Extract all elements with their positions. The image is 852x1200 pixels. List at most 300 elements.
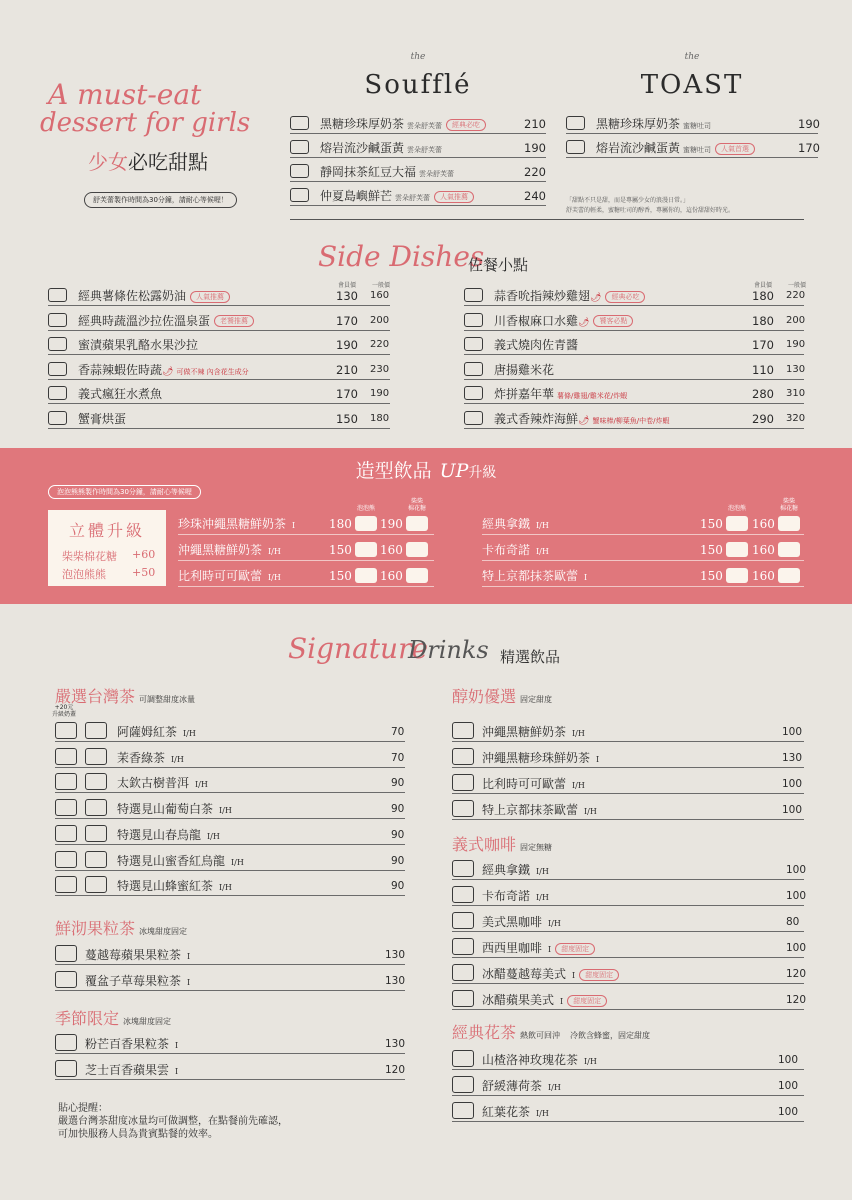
checkbox[interactable] <box>566 116 585 130</box>
checkbox[interactable] <box>290 140 309 154</box>
checkbox[interactable] <box>452 1076 474 1093</box>
checkbox[interactable] <box>290 164 309 178</box>
item-name <box>78 409 126 429</box>
item-price: 190 <box>524 141 546 155</box>
drink-item[interactable] <box>452 860 807 880</box>
item-name <box>482 748 599 770</box>
menu-item[interactable] <box>566 114 818 134</box>
upgrade-drink[interactable] <box>482 513 804 535</box>
col-bear: 泡泡熊 <box>356 505 375 512</box>
item-title: 特選見山蜜香紅烏龍 <box>117 853 226 868</box>
price-bear: 150 <box>700 543 723 557</box>
item-name <box>494 360 554 380</box>
upgrade-drink[interactable] <box>178 565 434 587</box>
checkbox[interactable] <box>55 748 77 765</box>
item-name <box>85 945 190 967</box>
item-size: I <box>584 573 588 582</box>
side-item[interactable] <box>48 384 390 404</box>
upgrade-title: 立體升級 <box>68 521 145 540</box>
item-price: 120 <box>385 1064 406 1076</box>
item-size: I/H <box>536 1109 549 1118</box>
checkbox[interactable] <box>55 971 77 988</box>
item-title: 特選見山蜂蜜紅茶 <box>117 879 214 894</box>
item-name <box>482 1076 561 1098</box>
checkbox[interactable] <box>452 1050 474 1067</box>
item-title: 蟹膏烘蛋 <box>78 411 127 426</box>
cream-upgrade-note: +20元 升級奶蓋 <box>52 704 77 718</box>
upgrade-drink[interactable] <box>482 539 804 561</box>
price-member: 280 <box>752 387 774 401</box>
item-size: I <box>187 952 191 961</box>
checkbox[interactable] <box>464 313 483 327</box>
menu-item[interactable] <box>566 138 818 158</box>
item-note: 可做不辣 內含花生成分 <box>176 367 249 376</box>
item-size: I <box>596 755 600 764</box>
checkbox[interactable] <box>48 362 67 376</box>
item-name <box>78 384 162 404</box>
section-name: 義式咖啡 <box>452 835 517 854</box>
checkbox[interactable] <box>55 851 77 868</box>
price-normal: 230 <box>370 363 390 375</box>
drink-item[interactable] <box>55 722 405 742</box>
item-name <box>78 335 198 355</box>
item-name <box>482 774 585 796</box>
checkbox-cream[interactable] <box>85 799 107 816</box>
checkbox[interactable] <box>55 773 77 790</box>
price-normal: 220 <box>786 290 806 301</box>
menu-item[interactable] <box>290 186 546 206</box>
item-tag: 經典必吃 <box>446 119 486 131</box>
item-title: 義式香辣炸海鮮 <box>494 411 579 426</box>
upgrade-name: 泡泡熊熊 <box>62 568 106 581</box>
item-title: 特上京都抹茶歐蕾 <box>482 803 579 817</box>
item-title: 比利時可可歐蕾 <box>178 569 263 583</box>
reminder <box>58 1102 288 1141</box>
checkbox-cream[interactable] <box>85 851 107 868</box>
checkbox[interactable] <box>778 516 800 531</box>
hero-title-zh <box>88 146 208 175</box>
drink-item[interactable] <box>55 851 405 871</box>
item-price: 100 <box>782 804 803 816</box>
checkbox[interactable] <box>55 722 77 739</box>
checkbox[interactable] <box>452 774 474 791</box>
chili-icon: 🌶 <box>578 317 590 328</box>
checkbox[interactable] <box>55 825 77 842</box>
band-title-en: UP <box>439 460 469 482</box>
item-tag: 人氣推薦 <box>190 291 230 303</box>
item-size: I/H <box>572 729 585 738</box>
checkbox[interactable] <box>48 386 67 400</box>
section-title <box>55 1006 171 1029</box>
item-title: 比利時可可歐蕾 <box>482 777 567 791</box>
item-title: 舒緩薄荷茶 <box>482 1079 543 1093</box>
checkbox[interactable] <box>726 516 748 531</box>
divider <box>290 219 804 220</box>
item-size: I <box>292 521 296 530</box>
checkbox[interactable] <box>452 800 474 817</box>
sig-title-en-2: Drinks <box>408 636 489 664</box>
item-name <box>320 114 486 136</box>
price-bear: 150 <box>700 517 723 531</box>
item-size: I <box>175 1067 179 1076</box>
section-title <box>55 916 187 939</box>
price-member: 190 <box>336 338 358 352</box>
item-name <box>482 964 619 986</box>
checkbox[interactable] <box>452 748 474 765</box>
item-size: I/H <box>268 573 281 582</box>
side-item[interactable] <box>464 286 804 306</box>
item-price: 120 <box>786 968 807 980</box>
hero-block <box>40 80 275 210</box>
checkbox[interactable] <box>55 1060 77 1077</box>
menu-item[interactable] <box>290 114 546 134</box>
drink-item[interactable] <box>55 971 405 991</box>
side-item[interactable] <box>48 311 390 331</box>
sig-title-en-1: Signature <box>288 632 429 665</box>
section-name: 季節限定 <box>55 1009 120 1028</box>
checkbox[interactable] <box>452 912 474 929</box>
item-size: I/H <box>183 729 196 738</box>
item-tag: 甜度固定 <box>579 969 619 981</box>
item-price: 240 <box>524 189 546 203</box>
item-name <box>117 876 232 898</box>
item-title: 覆盆子草莓果粒茶 <box>85 974 182 988</box>
checkbox[interactable] <box>726 542 748 557</box>
checkbox-cream[interactable] <box>85 825 107 842</box>
item-size: I/H <box>195 780 208 790</box>
side-item[interactable] <box>48 360 390 380</box>
checkbox-cream[interactable] <box>85 773 107 790</box>
item-price: 130 <box>385 949 406 961</box>
drink-item[interactable] <box>452 1102 804 1122</box>
checkbox[interactable] <box>452 938 474 955</box>
col-marshmallow: 柴柴 棉花糖 <box>779 498 798 512</box>
item-title: 義式燒肉佐青醬 <box>494 338 579 352</box>
price-marshmallow: 160 <box>380 569 403 583</box>
drink-item[interactable] <box>452 964 807 984</box>
drink-item[interactable] <box>55 799 405 819</box>
item-price: 100 <box>786 890 807 902</box>
item-note: 薯條/雞翅/雞米花/炸蝦 <box>557 392 628 400</box>
checkbox[interactable] <box>355 516 377 531</box>
chili-icon: 🌶 <box>578 415 590 426</box>
checkbox-cream[interactable] <box>85 722 107 739</box>
side-item[interactable] <box>48 335 390 355</box>
souffle-title: Soufflé <box>364 70 472 100</box>
section-name: 經典花茶 <box>452 1023 517 1042</box>
section-title <box>452 1020 650 1043</box>
price-marshmallow: 160 <box>752 569 775 583</box>
item-name <box>482 1050 597 1072</box>
toast-the: the <box>684 52 700 62</box>
item-title: 經典拿鐵 <box>482 517 531 531</box>
drink-item[interactable] <box>55 825 405 845</box>
checkbox[interactable] <box>55 1034 77 1051</box>
item-title: 熔岩流沙鹹蛋黃 <box>320 141 405 155</box>
toast-title: TOAST <box>640 70 744 100</box>
item-name <box>482 886 549 908</box>
item-price: 100 <box>778 1106 799 1118</box>
item-title: 義式瘋狂水煮魚 <box>78 387 163 401</box>
side-item[interactable] <box>464 409 804 429</box>
item-price: 100 <box>778 1054 799 1066</box>
price-member: 290 <box>752 411 774 426</box>
checkbox[interactable] <box>464 288 483 302</box>
item-name <box>117 722 196 744</box>
checkbox[interactable] <box>452 722 474 739</box>
checkbox[interactable] <box>464 362 483 376</box>
item-name <box>482 938 595 960</box>
side-item[interactable] <box>464 311 804 331</box>
item-tag: 老饕推薦 <box>214 315 254 327</box>
section-sub: 熱飲可回沖 <box>520 1031 561 1040</box>
item-title: 蔓越莓蘋果果粒茶 <box>85 948 182 962</box>
drink-item[interactable] <box>55 1060 405 1080</box>
checkbox[interactable] <box>464 411 483 425</box>
section-sub: 冰塊甜度固定 <box>139 927 188 936</box>
section-sub: 冰塊甜度固定 <box>123 1017 172 1026</box>
item-title: 唐揚雞米花 <box>494 362 555 377</box>
price-member: 130 <box>336 289 358 303</box>
checkbox[interactable] <box>48 288 67 302</box>
side-title-zh: 佐餐小點 <box>468 256 529 274</box>
item-title: 熔岩流沙鹹蛋黃 <box>596 141 681 155</box>
section-sub: 固定甜度 <box>520 695 553 704</box>
col-member: 會員價 <box>753 282 772 289</box>
item-name <box>117 773 208 795</box>
item-size: I/H <box>584 1057 597 1066</box>
side-item[interactable] <box>48 286 390 306</box>
item-title: 蒜香吮指辣炒雞翅 <box>494 289 591 303</box>
drink-item[interactable] <box>452 748 804 768</box>
drink-item[interactable] <box>452 774 804 794</box>
price-marshmallow: 160 <box>752 543 775 557</box>
item-price: 70 <box>391 751 405 764</box>
price-bear: 150 <box>329 543 352 557</box>
checkbox[interactable] <box>726 568 748 583</box>
item-price: 190 <box>798 117 820 131</box>
item-price: 90 <box>391 777 405 790</box>
checkbox[interactable] <box>406 516 428 531</box>
item-title: 黑糖珍珠厚奶茶 <box>320 117 405 131</box>
item-title: 經典薯條佐松露奶油 <box>78 289 187 303</box>
item-size: I/H <box>536 547 549 556</box>
checkbox[interactable] <box>355 568 377 583</box>
upgrade-name: 柴柴棉花糖 <box>62 550 117 563</box>
item-tag: 饕客必點 <box>593 315 633 327</box>
item-name <box>482 722 585 744</box>
checkbox-cream[interactable] <box>85 876 107 893</box>
hero-title-en-1: A must-eat <box>48 78 202 111</box>
checkbox[interactable] <box>48 411 67 425</box>
item-name <box>482 1102 549 1124</box>
checkbox[interactable] <box>355 542 377 557</box>
drink-item[interactable] <box>452 938 807 958</box>
section-sub-2: 冷飲含蜂蜜，固定甜度 <box>570 1031 651 1040</box>
side-title-en: Side Dishes <box>318 240 485 273</box>
item-title: 卡布奇諾 <box>482 889 531 903</box>
checkbox[interactable] <box>452 964 474 981</box>
band-title-b: 升級 <box>468 465 497 481</box>
item-note: 雲朵舒芙蕾 <box>419 170 455 178</box>
item-name <box>85 1034 178 1056</box>
side-item[interactable] <box>48 409 390 429</box>
item-note: 雲朵舒芙蕾 <box>407 146 443 154</box>
checkbox[interactable] <box>464 386 483 400</box>
section-title <box>452 832 552 855</box>
item-size: I <box>560 997 564 1006</box>
item-name <box>117 825 220 847</box>
item-name <box>494 311 633 333</box>
item-tag: 經典必吃 <box>605 291 645 303</box>
col-normal: 一般價 <box>371 282 390 289</box>
checkbox[interactable] <box>55 876 77 893</box>
item-tag: 人氣推薦 <box>434 191 474 203</box>
band-title-a: 造型飲品 <box>355 460 432 482</box>
item-name <box>85 971 190 993</box>
item-size: I/H <box>548 1083 561 1092</box>
drink-item[interactable] <box>452 912 804 932</box>
item-size: I/H <box>207 831 220 841</box>
item-title: 冰醋蘋果美式 <box>482 993 555 1007</box>
item-note: 蟹味棒/柳葉魚/中卷/炸蝦 <box>592 416 670 425</box>
item-title: 茉香綠茶 <box>117 750 166 765</box>
item-price: 100 <box>778 1080 799 1092</box>
price-member: 180 <box>752 313 774 328</box>
side-item[interactable] <box>464 360 804 380</box>
checkbox[interactable] <box>406 568 428 583</box>
upgrade-price: +60 <box>132 548 156 561</box>
checkbox[interactable] <box>48 313 67 327</box>
checkbox[interactable] <box>778 542 800 557</box>
item-price: 100 <box>786 864 807 876</box>
item-price: 90 <box>391 828 405 841</box>
upgrade-drink[interactable] <box>482 565 804 587</box>
drink-upgrade-band <box>0 448 852 604</box>
item-title: 特上京都抹茶歐蕾 <box>482 569 579 583</box>
item-name <box>320 186 474 208</box>
price-marshmallow: 190 <box>380 517 403 531</box>
section-title <box>452 684 552 707</box>
drink-item[interactable] <box>55 876 405 896</box>
item-title: 卡布奇諾 <box>482 543 531 557</box>
item-title: 靜岡抹茶紅豆大福 <box>320 165 417 179</box>
item-title: 山楂洛神玫瑰花茶 <box>482 1053 579 1067</box>
drink-item[interactable] <box>452 1076 804 1096</box>
checkbox[interactable] <box>48 337 67 351</box>
item-title: 香蒜辣蝦佐時蔬 <box>78 362 163 377</box>
item-note: 蜜糖吐司 <box>683 146 712 154</box>
price-normal: 220 <box>370 339 390 350</box>
item-name <box>78 311 254 331</box>
price-bear: 180 <box>329 517 352 531</box>
price-bear: 150 <box>700 569 723 583</box>
reminder-line-1: 嚴選台灣茶甜度冰量均可做調整，在點餐前先確認， <box>58 1116 288 1127</box>
upgrade-drink[interactable] <box>178 513 434 535</box>
drink-item[interactable] <box>55 1034 405 1054</box>
price-normal: 190 <box>786 339 806 350</box>
item-title: 經典拿鐵 <box>482 863 531 877</box>
item-title: 特選見山春烏龍 <box>117 827 202 842</box>
drink-item[interactable] <box>55 773 405 793</box>
menu-item[interactable] <box>290 138 546 158</box>
item-title: 蜜漬蘋果乳酪水果沙拉 <box>78 338 199 352</box>
item-price: 100 <box>782 778 803 790</box>
checkbox[interactable] <box>452 990 474 1007</box>
price-normal: 130 <box>786 363 806 375</box>
item-size: I <box>175 1041 179 1050</box>
souffle-the: the <box>410 52 426 62</box>
item-name <box>482 990 607 1012</box>
menu-item[interactable] <box>290 162 546 182</box>
item-tag: 甜度固定 <box>567 995 607 1007</box>
sig-title-zh: 精選飲品 <box>500 648 561 666</box>
hero-badge: 舒芙蕾製作時間為30分鐘，請耐心等候喔！ <box>84 192 237 208</box>
checkbox[interactable] <box>55 945 77 962</box>
item-title: 太欽古樹普洱 <box>117 776 190 791</box>
item-size: I/H <box>536 521 549 530</box>
item-price: 70 <box>391 726 405 738</box>
item-title: 西西里咖啡 <box>482 941 543 955</box>
checkbox[interactable] <box>566 140 585 154</box>
item-size: I/H <box>548 919 561 928</box>
checkbox[interactable] <box>452 886 474 903</box>
side-item[interactable] <box>464 335 804 355</box>
checkbox[interactable] <box>464 337 483 351</box>
price-member: 210 <box>336 362 358 377</box>
item-title: 粉芒百香果粒茶 <box>85 1037 170 1051</box>
item-price: 90 <box>391 854 405 867</box>
item-name <box>85 1060 178 1082</box>
checkbox[interactable] <box>55 799 77 816</box>
item-title: 經典時蔬溫沙拉佐溫泉蛋 <box>78 313 211 328</box>
drink-item[interactable] <box>452 800 804 820</box>
checkbox[interactable] <box>406 542 428 557</box>
price-normal: 320 <box>786 412 806 424</box>
upgrade-drink[interactable] <box>178 539 434 561</box>
item-title: 紅葉花茶 <box>482 1105 531 1119</box>
col-marshmallow: 柴柴 棉花糖 <box>407 498 426 512</box>
reminder-line-2: 可加快服務人員為貴賓點餐的效率。 <box>58 1129 218 1140</box>
drink-item[interactable] <box>452 990 807 1010</box>
checkbox[interactable] <box>452 1102 474 1119</box>
item-size: I <box>548 945 552 954</box>
section-name: 醇奶優選 <box>452 687 517 706</box>
section-name: 鮮沏果粒茶 <box>55 919 136 938</box>
price-normal: 310 <box>786 388 806 399</box>
item-name <box>596 114 711 136</box>
drink-item[interactable] <box>452 1050 804 1070</box>
drink-item[interactable] <box>55 945 405 965</box>
price-member: 180 <box>752 289 774 303</box>
item-tag: 甜度固定 <box>555 943 595 955</box>
item-name <box>482 860 549 882</box>
checkbox[interactable] <box>452 860 474 877</box>
item-price: 120 <box>786 994 807 1006</box>
drink-item[interactable] <box>452 886 807 906</box>
checkbox[interactable] <box>778 568 800 583</box>
drink-item[interactable] <box>55 748 405 768</box>
price-member: 150 <box>336 411 358 426</box>
item-name <box>117 799 232 821</box>
side-item[interactable] <box>464 384 804 404</box>
item-price: 130 <box>782 752 803 764</box>
checkbox[interactable] <box>290 188 309 202</box>
drink-item[interactable] <box>452 722 804 742</box>
checkbox[interactable] <box>290 116 309 130</box>
item-name <box>494 409 670 431</box>
checkbox-cream[interactable] <box>85 748 107 765</box>
